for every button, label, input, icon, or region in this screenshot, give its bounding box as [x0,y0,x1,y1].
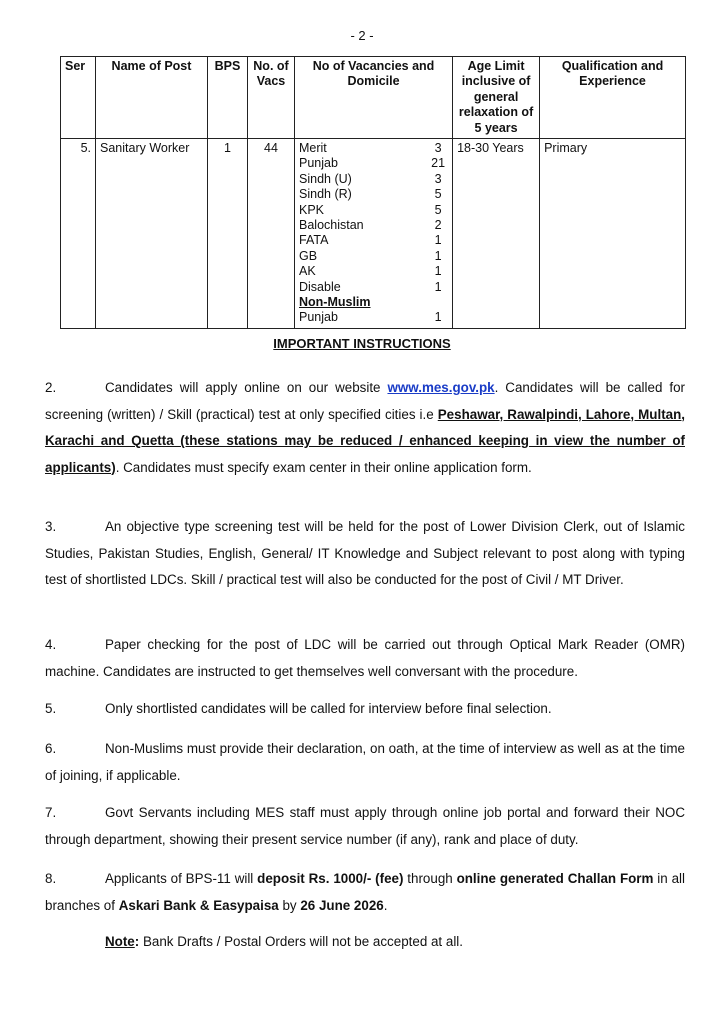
domicile-count: 2 [434,217,442,232]
cell-domicile-names [295,139,425,329]
domicile-count: 5 [434,187,442,202]
website-link[interactable]: www.mes.gov.pk [387,380,495,395]
domicile-name: Balochistan [299,217,364,232]
domicile-count: 3 [434,171,442,186]
header-bps: BPS [208,57,248,139]
paragraph-number: 7. [45,805,57,820]
domicile-name: Sindh (U) [299,171,352,186]
domicile-count: 1 [434,248,442,263]
instruction-8 [45,866,685,919]
domicile-name: Merit [299,141,327,156]
paragraph-text: Applicants of BPS-11 will [105,871,258,886]
paragraph-text: Non-Muslims must provide their declaration, on oath, at the time of interview as well as at the time of joining, if applicable. [45,741,685,783]
domicile-count: 1 [434,310,442,325]
domicile-name: Disable [299,279,341,294]
cell-domicile-counts [424,139,453,329]
instruction-3 [45,514,685,594]
domicile-count: 5 [434,202,442,217]
domicile-name: KPK [299,202,325,217]
paragraph-text: Govt Servants including MES staff must apply through online job portal and forward their NOC through department, showing their present service number (if any), rank and place of duty. [45,805,685,847]
domicile-count: 3 [434,141,442,156]
paragraph-text: Candidates will apply online on our website [105,380,388,395]
header-ser: Ser [61,57,96,139]
cell-ser: 5. [61,139,96,329]
paragraph-text: Only shortlisted candidates will be called for interview before final selection. [105,701,552,716]
cell-post-name: Sanitary Worker [96,139,208,329]
table-header-row [61,57,686,139]
instruction-4 [45,632,685,685]
paragraph-text: . Candidates must specify exam center in their online application form. [115,459,532,475]
header-vacancies-domicile: No of Vacancies and Domicile [295,57,453,139]
domicile-count: 1 [434,233,442,248]
domicile-non-muslim-label: Non-Muslim [299,294,371,309]
paragraph-text: . Candidates will be called for screening (written) / Skill (practical) test at only specified cities i.e [45,380,685,422]
domicile-name: Punjab [299,156,338,171]
page-number: - 2 - [350,28,374,43]
paragraph-text: . [383,897,388,913]
paragraph-text: in all branches of [45,871,685,913]
deadline-date: 26 June 2026 [300,897,384,913]
cell-bps: 1 [208,139,248,329]
domicile-count: 21 [431,156,446,171]
instructions-heading: IMPORTANT INSTRUCTIONS [273,336,451,351]
domicile-name: GB [299,248,318,263]
note-label: Note [105,934,135,949]
paragraph-text: An objective type screening test will be held for the post of Lower Division Clerk, out of Islamic Studies, Pakistan Studies, English, General/ IT Knowledge and Subject relevant to post along with typing test of shortlisted LDCs. Skill / practical test will also be conducted for the post of Civil / MT Driver. [45,519,685,587]
instruction-6 [45,736,685,789]
domicile-name: Sindh (R) [299,187,352,202]
header-qualification: Qualification and Experience [540,57,686,139]
header-age-limit: Age Limit inclusive of general relaxation of 5 years [453,57,540,139]
paragraph-number: 5. [45,701,57,716]
instruction-2 [45,375,685,481]
cell-vacs: 44 [248,139,295,329]
exam-cities: Peshawar, Rawalpindi, Lahore, Multan, Karachi and Quetta (these stations may be reduced / enhanced keeping in view the number of applicants) [45,406,686,475]
note-line [105,934,463,949]
domicile-count [428,295,448,310]
instruction-5 [45,696,685,723]
paragraph-number: 3. [45,519,57,534]
domicile-count: 1 [434,264,442,279]
paragraph-text: through [403,871,457,886]
domicile-name: AK [299,264,316,279]
note-text: Bank Drafts / Postal Orders will not be accepted at all. [139,934,463,949]
header-no-of-vacs: No. of Vacs [248,57,295,139]
vacancy-table [60,56,686,329]
cell-age-limit: 18-30 Years [453,139,540,329]
domicile-count: 1 [434,279,442,294]
bank-names: Askari Bank & Easypaisa [118,897,279,913]
cell-qualification: Primary [540,139,686,329]
paragraph-number: 2. [45,380,57,395]
paragraph-number: 4. [45,637,57,652]
paragraph-number: 8. [45,871,57,886]
table-row [61,139,686,329]
domicile-name: FATA [299,233,329,248]
challan-form: online generated Challan Form [456,871,654,886]
fee-amount: deposit Rs. 1000/- (fee) [257,871,404,886]
paragraph-number: 6. [45,741,57,756]
paragraph-text: by [278,897,301,913]
note-colon: : [134,934,140,949]
paragraph-text: Paper checking for the post of LDC will be carried out through Optical Mark Reader (OMR) machine. Candidates are instructed to get themselves well conversant with the procedure. [45,637,685,679]
instruction-7 [45,800,685,853]
domicile-name: Punjab [299,310,338,325]
header-name-of-post: Name of Post [96,57,208,139]
